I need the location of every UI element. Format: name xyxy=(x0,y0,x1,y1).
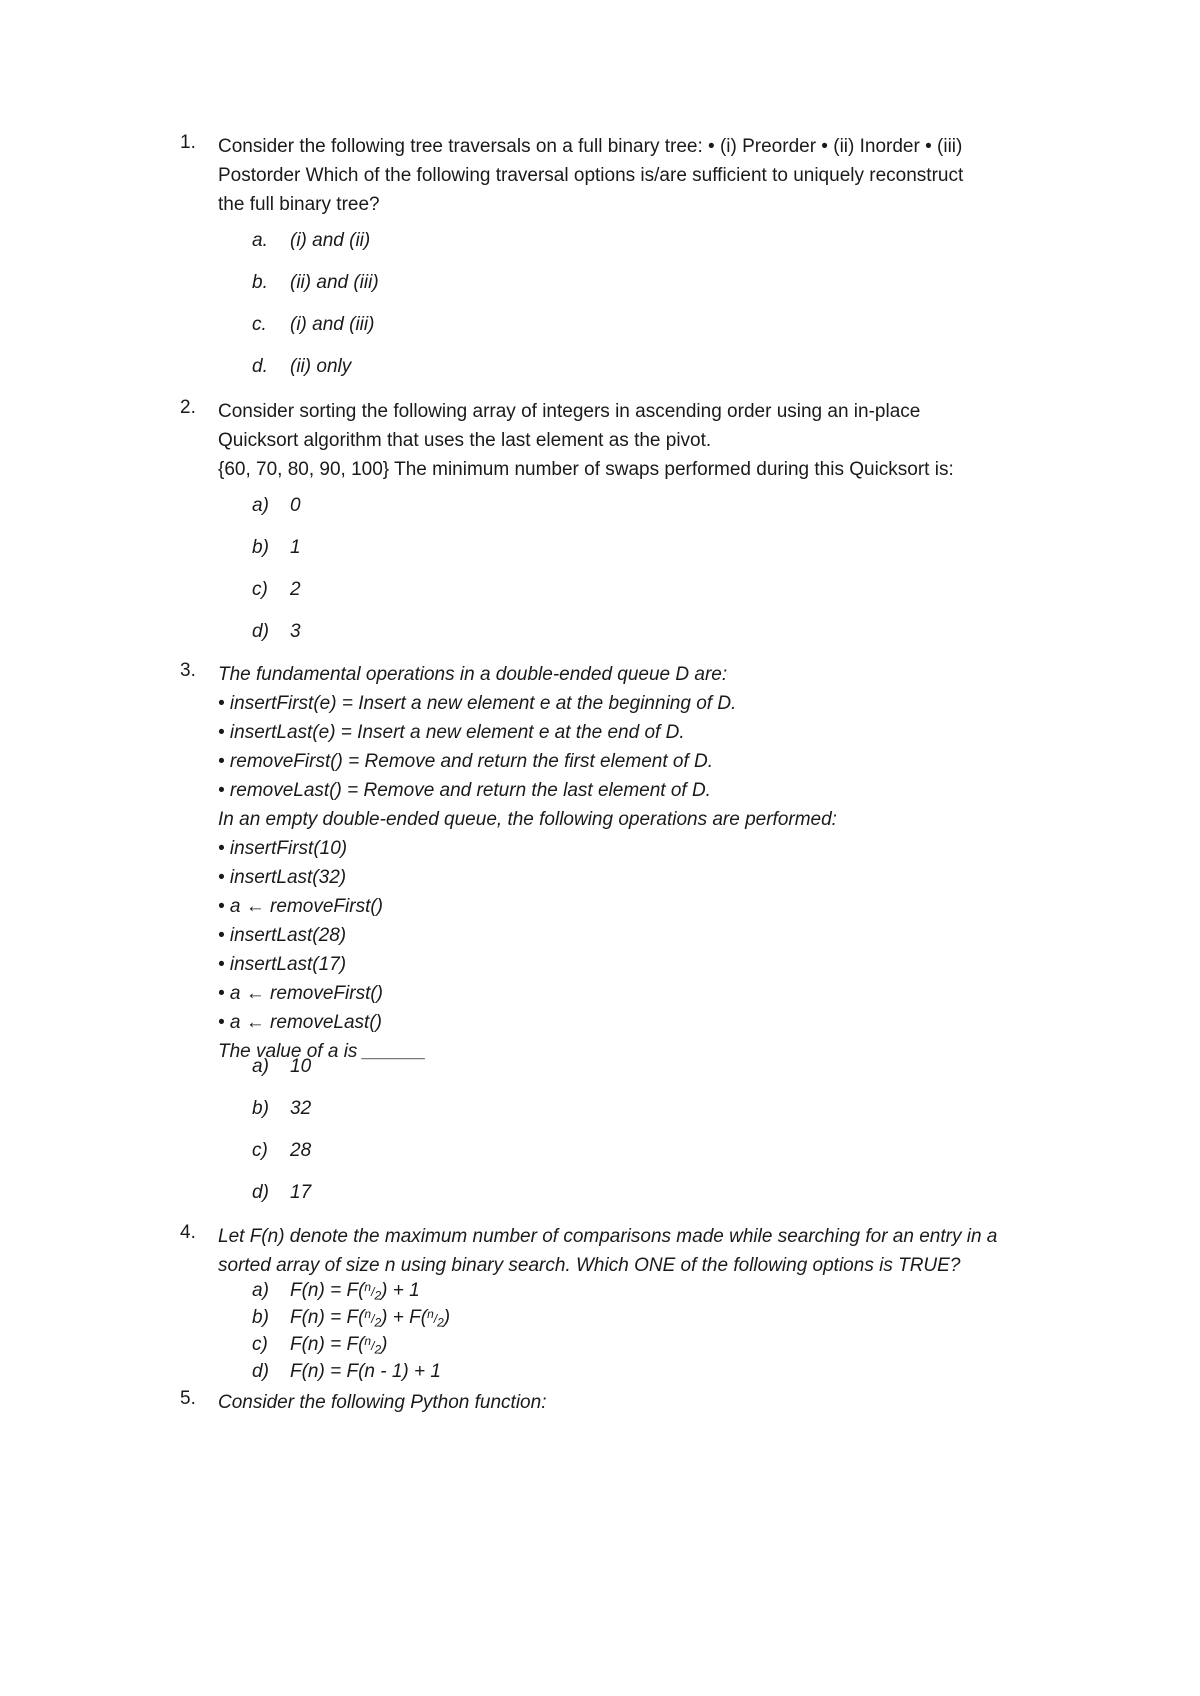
option-label: d) xyxy=(252,1361,269,1382)
answer-option xyxy=(252,230,370,252)
option-text: 3 xyxy=(290,621,301,642)
option-text: 17 xyxy=(290,1182,312,1203)
formula-part: F(n) = F( xyxy=(290,1334,365,1355)
option-label: b) xyxy=(252,537,269,558)
question-line: • insertLast(e) = Insert a new element e at the end of D. xyxy=(218,722,685,743)
fraction: n/2 xyxy=(364,1280,382,1303)
question-number: 4. xyxy=(180,1222,196,1243)
option-text: (i) and (ii) xyxy=(290,230,371,251)
answer-option xyxy=(252,1140,311,1162)
option-label: c. xyxy=(252,314,267,335)
question-line: • a ← removeFirst() xyxy=(218,896,383,917)
question-line: • insertLast(17) xyxy=(218,954,347,975)
question-line: The value of a is ______ xyxy=(218,1041,427,1062)
question-1 xyxy=(180,132,1060,219)
option-label: d) xyxy=(252,1182,269,1203)
question-line: Let F(n) denote the maximum number of comparisons made while searching for an entry in a xyxy=(218,1226,998,1247)
question-text xyxy=(218,1222,1060,1280)
question-line: the full binary tree? xyxy=(218,194,380,215)
question-line: sorted array of size n using binary search. Which ONE of the following options is TRUE? xyxy=(218,1255,961,1276)
answer-option xyxy=(252,1182,311,1204)
question-line: Postorder Which of the following traversal options is/are sufficient to uniquely reconstruct xyxy=(218,165,964,186)
question-line: Consider sorting the following array of integers in ascending order using an in-place xyxy=(218,401,921,422)
answer-option xyxy=(252,495,301,517)
option-label: a) xyxy=(252,1056,269,1077)
option-text: 10 xyxy=(290,1056,312,1077)
question-2 xyxy=(180,397,1060,484)
question-5 xyxy=(180,1388,1060,1417)
option-text: F(n) = F(n - 1) + 1 xyxy=(290,1361,441,1382)
answer-option xyxy=(252,1361,441,1383)
question-line: Consider the following Python function: xyxy=(218,1392,547,1413)
option-label: b) xyxy=(252,1098,269,1119)
option-text: 32 xyxy=(290,1098,312,1119)
option-text: 1 xyxy=(290,537,301,558)
answer-option xyxy=(252,1056,311,1078)
formula-part: ) xyxy=(381,1334,388,1355)
answer-option xyxy=(252,537,301,559)
question-line: In an empty double-ended queue, the following operations are performed: xyxy=(218,809,837,830)
option-label: c) xyxy=(252,579,268,600)
formula-part: ) + F( xyxy=(381,1307,428,1328)
fraction: n/2 xyxy=(427,1307,444,1330)
question-line: Consider the following tree traversals on a full binary tree: • (i) Preorder • (ii) Inorder • (iii) xyxy=(218,136,963,157)
formula-part: F(n) = F( xyxy=(290,1307,365,1328)
answer-option xyxy=(252,1307,450,1329)
question-line: • a ← removeLast() xyxy=(218,1012,382,1033)
answer-option xyxy=(252,621,301,643)
question-text xyxy=(218,132,1060,219)
answer-option xyxy=(252,579,301,601)
answer-option xyxy=(252,356,351,378)
option-label: d) xyxy=(252,621,269,642)
option-text: 28 xyxy=(290,1140,312,1161)
option-label: c) xyxy=(252,1334,268,1355)
question-3 xyxy=(180,660,1060,1066)
option-text: (i) and (iii) xyxy=(290,314,375,335)
question-line: • insertLast(32) xyxy=(218,867,347,888)
option-label: b) xyxy=(252,1307,269,1328)
question-number: 3. xyxy=(180,660,196,681)
answer-option xyxy=(252,1280,420,1302)
answer-option xyxy=(252,272,379,294)
question-line: • a ← removeFirst() xyxy=(218,983,383,1004)
question-number: 2. xyxy=(180,397,196,418)
option-label: d. xyxy=(252,356,268,377)
formula-part: ) + 1 xyxy=(381,1280,420,1301)
question-line: • insertFirst(e) = Insert a new element e at the beginning of D. xyxy=(218,693,737,714)
option-label: c) xyxy=(252,1140,268,1161)
question-number: 1. xyxy=(180,132,196,153)
fraction-numerator: n xyxy=(364,1334,372,1348)
fraction-denominator: 2 xyxy=(374,1288,382,1303)
fraction-denominator: 2 xyxy=(374,1315,382,1330)
fraction: n/2 xyxy=(364,1307,382,1330)
option-label: b. xyxy=(252,272,268,293)
question-line: The fundamental operations in a double-ended queue D are: xyxy=(218,664,728,685)
answer-option xyxy=(252,1334,387,1356)
fraction-denominator: 2 xyxy=(437,1315,444,1330)
option-text: 2 xyxy=(290,579,301,600)
option-text: (ii) and (iii) xyxy=(290,272,379,293)
fraction-denominator: 2 xyxy=(374,1342,382,1357)
formula-part: F(n) = F( xyxy=(290,1280,365,1301)
question-4 xyxy=(180,1222,1060,1280)
option-text: (ii) only xyxy=(290,356,352,377)
question-text xyxy=(218,397,1060,484)
fraction: n/2 xyxy=(364,1334,382,1357)
answer-option xyxy=(252,1098,311,1120)
question-line: • insertFirst(10) xyxy=(218,838,348,859)
fraction-numerator: n xyxy=(364,1280,372,1294)
question-number: 5. xyxy=(180,1388,196,1409)
option-formula xyxy=(290,1307,450,1328)
question-line: • insertLast(28) xyxy=(218,925,347,946)
question-line: • removeFirst() = Remove and return the first element of D. xyxy=(218,751,714,772)
option-label: a) xyxy=(252,495,269,516)
option-formula xyxy=(290,1280,420,1301)
question-line: • removeLast() = Remove and return the last element of D. xyxy=(218,780,711,801)
question-text xyxy=(218,1388,1060,1417)
option-text: 0 xyxy=(290,495,301,516)
answer-option xyxy=(252,314,374,336)
formula-part: ) xyxy=(443,1307,451,1328)
question-line: Quicksort algorithm that uses the last element as the pivot. xyxy=(218,430,712,451)
question-text xyxy=(218,660,1060,1066)
question-line: {60, 70, 80, 90, 100} The minimum number of swaps performed during this Quicksort is: xyxy=(218,459,954,480)
option-label: a. xyxy=(252,230,268,251)
option-formula xyxy=(290,1334,387,1355)
option-label: a) xyxy=(252,1280,269,1301)
fraction-numerator: n xyxy=(364,1307,372,1321)
fraction-numerator: n xyxy=(427,1307,434,1321)
